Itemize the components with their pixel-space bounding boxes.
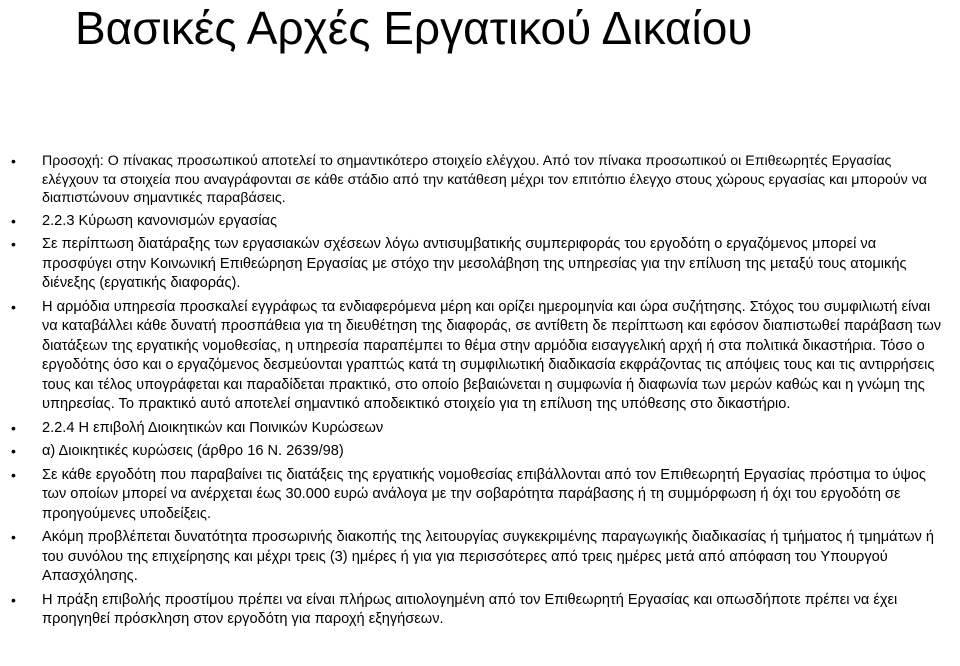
list-item: [0, 442, 960, 462]
section-heading: 2.2.3 Κύρωση κανονισμών εργασίας: [42, 212, 278, 229]
bullet-list: [0, 152, 960, 634]
list-item-text: Σε περίπτωση διατάραξης των εργασιακών σχέσεων λόγω αντισυμβατικής συμπεριφοράς του εργοδότη ο εργαζόμενος μπορεί να προσφύγει στην Κοινωνική Επιθεώρηση Εργασίας με στόχο την μεσολάβηση της υπηρεσίας για την επίλυση της μεταξύ τους ατομικής διένεξης (εργατικής διαφοράς).: [42, 236, 907, 291]
list-item: [0, 466, 960, 525]
bullet-dot-icon: •: [11, 212, 16, 229]
bullet-dot-icon: •: [11, 298, 16, 315]
list-item: [0, 235, 960, 294]
list-item: [0, 591, 960, 630]
list-item: [0, 298, 960, 415]
list-item: [0, 419, 960, 439]
bullet-dot-icon: •: [11, 466, 16, 483]
bullet-dot-icon: •: [11, 591, 16, 608]
section-heading: 2.2.4 Η επιβολή Διοικητικών και Ποινικών Κυρώσεων: [42, 419, 384, 436]
bullet-dot-icon: •: [11, 443, 16, 459]
list-item-text: Η αρμόδια υπηρεσία προσκαλεί εγγράφως τα ενδιαφερόμενα μέρη και ορίζει ημερομηνία και ώρα συζήτησης. Στόχος του συμφιλιωτή είναι να καταβάλλει κάθε δυνατή προσπάθεια για τη διευθέτηση της διαφοράς, σε αντίθετη δε περίπτωση και εφόσον διαπιστωθεί παράβαση των διατάξεων της εργατικής νομοθεσίας, η υπηρεσία παραπέμπει το θέμα στην αρμόδια εισαγγελική αρχή ή στα πολιτικά δικαστήρια. Τόσο ο εργοδότης όσο και ο εργαζόμενος δεσμεύονται γραπτώς κατά τη συμφιλιωτική διαδικασία εκφράζοντας τις απόψεις τους και τις αντιρρήσεις τους και τέλος υπογράφεται και παραδίδεται πρακτικό, στο οποίο βεβαιώνεται η συμφωνία ή διαφωνία των μερών καθώς και η γνώμη της υπηρεσίας. Το πρακτικό αυτό αποτελεί σημαντικό αποδεικτικό στοιχείο για τη επίλυση της υπόθεσης στο δικαστήριο.: [42, 298, 942, 412]
bullet-dot-icon: •: [11, 529, 16, 545]
subsection-heading: α) Διοικητικές κυρώσεις (άρθρο 16 Ν. 2639/98): [42, 443, 344, 459]
list-item-text: Η πράξη επιβολής προστίμου πρέπει να είναι πλήρως αιτιολογημένη από τον Επιθεωρητή Εργασίας και οπωσδήποτε πρέπει να έχει προηγηθεί πρόσκληση στον εργοδότη για παροχή εξηγήσεων.: [42, 591, 898, 627]
bullet-dot-icon: •: [11, 419, 16, 436]
list-item: [0, 152, 960, 208]
list-item: [0, 212, 960, 232]
list-item: [0, 528, 960, 587]
bullet-dot-icon: •: [11, 236, 16, 252]
list-item-text: Προσοχή: Ο πίνακας προσωπικού αποτελεί το σημαντικότερο στοιχείο ελέγχου. Από τον πίνακα προσωπικού οι Επιθεωρητές Εργασίας ελέγχουν τα στοιχεία που αναγράφονται σε κάθε στάδιο από την κατάθεση μέχρι τον επιτόπιο έλεγχο στους χώρους εργασίας και μπορούν να διαπιστώνουν σημαντικές παραβάσεις.: [42, 153, 927, 206]
list-item-text: Ακόμη προβλέπεται δυνατότητα προσωρινής διακοπής της λειτουργίας συγκεκριμένης παραγωγικής διαδικασίας ή τμήματος ή τμημάτων ή του συνόλου της επιχείρησης και μέχρι τρεις (3) ημέρες ή για για περισσότερες από τρεις ημέρες μετά από απόφαση του Υπουργού Απασχόλησης.: [42, 529, 935, 584]
page-title: Βασικές Αρχές Εργατικού Δικαίου: [75, 2, 753, 54]
bullet-dot-icon: •: [11, 153, 16, 169]
list-item-text: Σε κάθε εργοδότη που παραβαίνει τις διατάξεις της εργατικής νομοθεσίας επιβάλλονται από τον Επιθεωρητή Εργασίας πρόστιμα το ύψος των οποίων μπορεί να ανέρχεται έως 30.000 ευρώ ανάλογα με την σοβαρότητα παράβασης ή τη συμμόρφωση ή όχι του εργοδότη σε προηγούμενες υποδείξεις.: [42, 466, 926, 522]
